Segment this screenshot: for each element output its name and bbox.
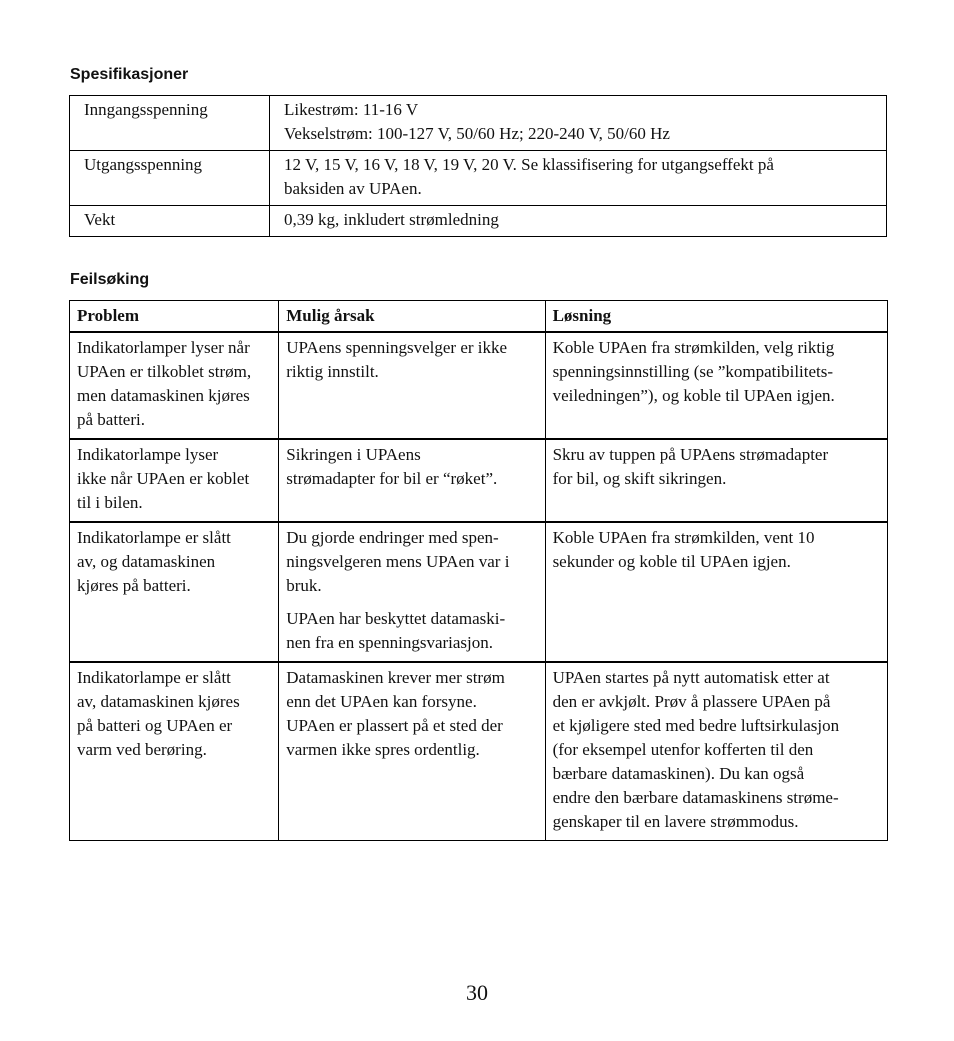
text-line: sekunder og koble til UPAen igjen. [552,552,791,571]
solution-cell [545,439,887,522]
text-line: 12 V, 15 V, 16 V, 18 V, 19 V, 20 V. Se klassifisering for utgangseffekt på [284,155,774,174]
spec-label: Utgangsspenning [70,151,270,206]
text-line: varm ved berøring. [77,740,207,759]
text-line: den er avkjølt. Prøv å plassere UPAen på [552,692,831,711]
page-number: 30 [466,980,488,1005]
table-row [70,522,888,662]
problem-cell [70,439,279,522]
problem-cell [70,662,279,841]
cause-cell [279,662,545,841]
table-row [70,332,888,439]
text-line: Koble UPAen fra strømkilden, vent 10 [552,528,815,547]
text-line: 0,39 kg, inkludert strømledning [284,210,499,229]
text-line: et kjøligere sted med bedre luftsirkulasjon [552,716,840,735]
text-line: baksiden av UPAen. [284,179,422,198]
troubleshooting-table [69,300,888,841]
text-line: for bil, og skift sikringen. [552,469,727,488]
text-line: kjøres på batteri. [77,576,191,595]
solution-cell [545,662,887,841]
spec-label: Vekt [70,206,270,237]
spec-label: Inngangsspenning [70,96,270,151]
column-header-solution: Løsning [545,301,887,333]
text-line: endre den bærbare datamaskinens strøme- [552,788,839,807]
text-line: (for eksempel utenfor kofferten til den [552,740,814,759]
spec-row [70,96,887,151]
text-line: Indikatorlampe er slått [77,528,231,547]
text-line: Indikatorlampe er slått [77,668,231,687]
text-line: ningsvelgeren mens UPAen var i [286,552,510,571]
text-line: til i bilen. [77,493,143,512]
text-line: men datamaskinen kjøres [77,386,250,405]
table-row [70,662,888,841]
text-line: Vekselstrøm: 100-127 V, 50/60 Hz; 220-240 V, 50/60 Hz [284,124,670,143]
text-line: Du gjorde endringer med spen- [286,528,499,547]
spec-row [70,206,887,237]
table-row [70,439,888,522]
text-line: Sikringen i UPAens [286,445,421,464]
text-line: av, og datamaskinen [77,552,216,571]
cause-cell [279,332,545,439]
text-line: bærbare datamaskinen). Du kan også [552,764,805,783]
text-line: Skru av tuppen på UPAens strømadapter [552,445,829,464]
text-line: UPAens spenningsvelger er ikke [286,338,508,357]
text-line: nen fra en spenningsvariasjon. [286,633,494,652]
text-line: Likestrøm: 11-16 V [284,100,419,119]
spec-row [70,151,887,206]
specifications-table [69,95,887,237]
text-line: UPAen har beskyttet datamaski- [286,609,506,628]
problem-cell [70,522,279,662]
text-line: veiledningen”), og koble til UPAen igjen. [552,386,835,405]
spec-value [270,96,887,151]
spec-value [270,151,887,206]
specifications-heading: Spesifikasjoner [70,66,189,83]
troubleshooting-heading: Feilsøking [70,271,150,288]
text-line: riktig innstilt. [286,362,379,381]
text-line: ikke når UPAen er koblet [77,469,250,488]
column-header-cause: Mulig årsak [279,301,545,333]
text-line: UPAen er plassert på et sted der [286,716,503,735]
text-line: varmen ikke spres ordentlig. [286,740,480,759]
text-line: bruk. [286,576,322,595]
solution-cell [545,522,887,662]
cause-paragraph [286,607,537,655]
text-line: Datamaskinen krever mer strøm [286,668,505,687]
text-line: strømadapter for bil er “røket”. [286,469,498,488]
cause-cell [279,522,545,662]
text-line: enn det UPAen kan forsyne. [286,692,477,711]
text-line: på batteri. [77,410,145,429]
column-header-problem: Problem [70,301,279,333]
text-line: på batteri og UPAen er [77,716,233,735]
text-line: Indikatorlampe lyser [77,445,219,464]
solution-cell [545,332,887,439]
text-line: UPAen er tilkoblet strøm, [77,362,252,381]
text-line: genskaper til en lavere strømmodus. [552,812,799,831]
text-line: Indikatorlamper lyser når [77,338,250,357]
text-line: spenningsinnstilling (se ”kompatibilitets- [552,362,834,381]
text-line: UPAen startes på nytt automatisk etter at [552,668,830,687]
text-line: av, datamaskinen kjøres [77,692,240,711]
spec-value [270,206,887,237]
table-header-row [70,301,888,333]
text-line: Koble UPAen fra strømkilden, velg riktig [552,338,835,357]
cause-cell [279,439,545,522]
problem-cell [70,332,279,439]
